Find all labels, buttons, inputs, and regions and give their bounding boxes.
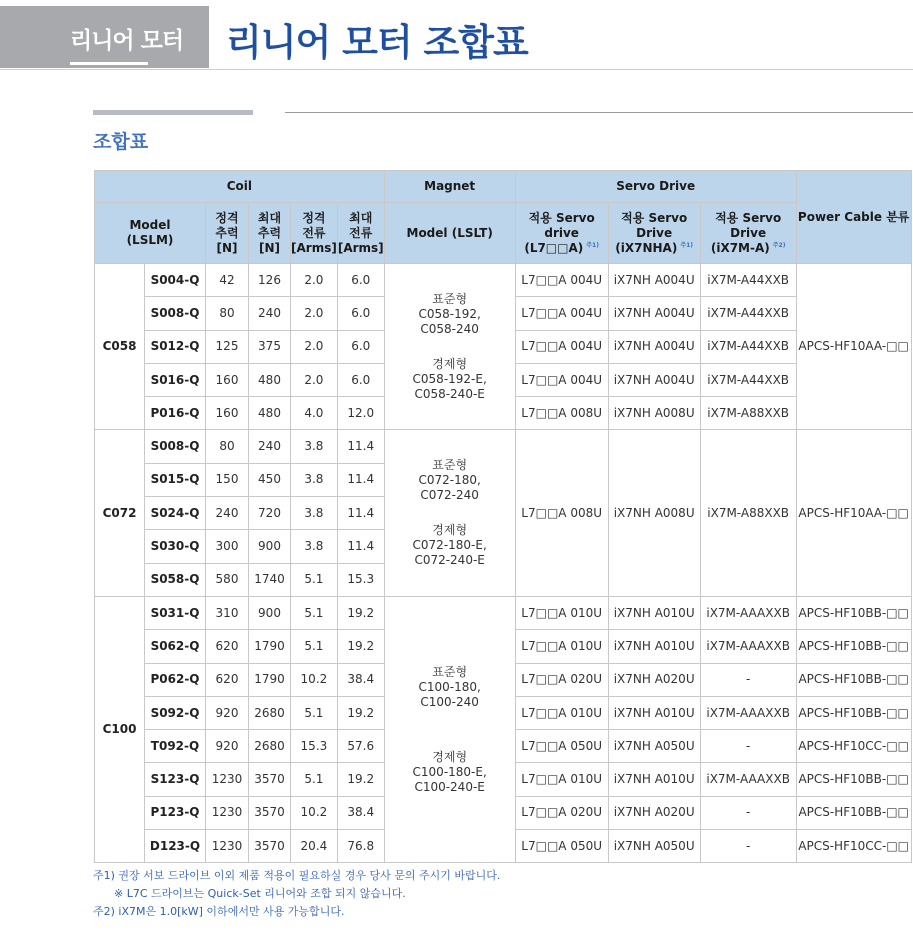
power-cable: APCS-HF10BB-□□ (796, 630, 911, 663)
max-current: 38.4 (337, 663, 384, 696)
drive-l7: L7□□A 008U (515, 430, 608, 596)
drive-l7-label: 적용 Servo drive (L7□□A) (524, 210, 595, 255)
section-title: 조합표 (93, 131, 149, 153)
magnet-line: C072-180, (418, 473, 481, 488)
max-current: 15.3 (337, 563, 384, 596)
coil-model: S058-Q (145, 563, 206, 596)
drive-l7: L7□□A 020U (515, 663, 608, 696)
coil-model: S016-Q (145, 363, 206, 396)
coil-header: Coil (95, 171, 385, 203)
header-divider (0, 69, 913, 70)
section-rule (285, 112, 913, 113)
max-force: 240 (249, 297, 291, 330)
magnet-model-header: Model (LSLT) (384, 203, 515, 264)
max-force: 2680 (249, 730, 291, 763)
max-force: 3570 (249, 763, 291, 796)
drive-ix7nh: iX7NH A010U (608, 596, 700, 629)
magnet-line: 표준형 (432, 291, 468, 306)
max-force: 2680 (249, 696, 291, 729)
footnote-1-sub: ※ L7C 드라이브는 Quick-Set 리니어와 조합 되지 않습니다. (114, 887, 406, 900)
magnet-line: C072-240-E (414, 553, 485, 568)
rated-force: 240 (206, 497, 249, 530)
magnet-line: C058-240-E (414, 386, 485, 401)
max-current: 57.6 (337, 730, 384, 763)
max-force: 1740 (249, 563, 291, 596)
magnet-line (385, 730, 515, 750)
max-current: 19.2 (337, 630, 384, 663)
max-force: 1790 (249, 630, 291, 663)
rated-current: 15.3 (291, 730, 338, 763)
drive-ix7m: iX7M-AAAXXB (700, 596, 796, 629)
power-cable: APCS-HF10AA-□□ (796, 264, 911, 430)
max-force: 720 (249, 497, 291, 530)
magnet-header: Magnet (384, 171, 515, 203)
magnet-line: C072-240 (420, 488, 479, 503)
power-cable: APCS-HF10BB-□□ (796, 696, 911, 729)
rated-current-header: 정격 전류 [Arms] (291, 203, 338, 264)
drive-ix7m: iX7M-AAAXXB (700, 763, 796, 796)
drive-ix7m: - (700, 796, 796, 829)
rated-force: 1230 (206, 796, 249, 829)
coil-model: S008-Q (145, 297, 206, 330)
rated-current: 3.8 (291, 530, 338, 563)
power-cable: APCS-HF10CC-□□ (796, 830, 911, 863)
max-current: 12.0 (337, 397, 384, 430)
max-current: 6.0 (337, 264, 384, 297)
rated-current: 10.2 (291, 796, 338, 829)
max-current: 11.4 (337, 497, 384, 530)
max-force: 1790 (249, 663, 291, 696)
magnet-line: C100-240 (420, 694, 479, 709)
magnet-line: 경제형 (432, 356, 468, 371)
drive-l7-note: 주1) (586, 241, 599, 249)
drive-ix7nh: iX7NH A004U (608, 264, 700, 297)
magnet-line: C100-180-E, (412, 764, 487, 779)
power-cable: APCS-HF10AA-□□ (796, 430, 911, 596)
max-current: 11.4 (337, 530, 384, 563)
drive-l7: L7□□A 020U (515, 796, 608, 829)
drive-ix7nh: iX7NH A008U (608, 430, 700, 596)
drive-ix7m: - (700, 830, 796, 863)
rated-force: 310 (206, 596, 249, 629)
footnote-2: 주2) iX7M은 1.0[kW] 이하에서만 사용 가능합니다. (93, 905, 345, 918)
magnet-line (385, 337, 515, 357)
max-current: 38.4 (337, 796, 384, 829)
drive-l7: L7□□A 004U (515, 297, 608, 330)
section-bar (93, 110, 253, 115)
coil-model: S031-Q (145, 596, 206, 629)
table-body (95, 264, 912, 863)
rated-current: 3.8 (291, 463, 338, 496)
max-current: 11.4 (337, 430, 384, 463)
drive-ix7m: iX7M-AAAXXB (700, 696, 796, 729)
max-current: 19.2 (337, 696, 384, 729)
tag-underline (70, 62, 148, 65)
rated-force-header: 정격 추력 [N] (206, 203, 249, 264)
drive-ix7nh: iX7NH A010U (608, 630, 700, 663)
drive-l7: L7□□A 004U (515, 330, 608, 363)
coil-model: T092-Q (145, 730, 206, 763)
max-force: 480 (249, 363, 291, 396)
max-force: 126 (249, 264, 291, 297)
drive-ix7m-header (700, 203, 796, 264)
coil-model: S030-Q (145, 530, 206, 563)
rated-force: 580 (206, 563, 249, 596)
coil-model: S004-Q (145, 264, 206, 297)
rated-force: 80 (206, 430, 249, 463)
magnet-line: C058-240 (420, 321, 479, 336)
max-force: 900 (249, 530, 291, 563)
drive-l7: L7□□A 008U (515, 397, 608, 430)
drive-ix7m: iX7M-AAAXXB (700, 630, 796, 663)
drive-l7-header (515, 203, 608, 264)
max-current: 19.2 (337, 763, 384, 796)
magnet-line (385, 503, 515, 523)
rated-force: 1230 (206, 830, 249, 863)
coil-model: S012-Q (145, 330, 206, 363)
magnet-model (384, 596, 515, 862)
rated-current: 2.0 (291, 330, 338, 363)
rated-force: 1230 (206, 763, 249, 796)
rated-current: 5.1 (291, 563, 338, 596)
drive-ix7m: iX7M-A44XXB (700, 363, 796, 396)
drive-l7: L7□□A 050U (515, 830, 608, 863)
max-force-header: 최대 추력 [N] (249, 203, 291, 264)
section-tag (0, 6, 209, 68)
max-current: 6.0 (337, 363, 384, 396)
magnet-line: 경제형 (432, 749, 468, 764)
group-name: C058 (95, 264, 145, 430)
drive-ix7nh: iX7NH A010U (608, 696, 700, 729)
rated-force: 160 (206, 363, 249, 396)
group-name: C072 (95, 430, 145, 596)
max-current: 11.4 (337, 463, 384, 496)
drive-ix7nh: iX7NH A020U (608, 796, 700, 829)
drive-ix7nh-label: 적용 Servo Drive (iX7NHA) (615, 210, 688, 255)
coil-model: S092-Q (145, 696, 206, 729)
drive-ix7m: - (700, 663, 796, 696)
rated-force: 42 (206, 264, 249, 297)
drive-ix7m: iX7M-A88XXB (700, 397, 796, 430)
magnet-line: C100-180, (418, 679, 481, 694)
drive-ix7m: - (700, 730, 796, 763)
rated-force: 80 (206, 297, 249, 330)
rated-current: 10.2 (291, 663, 338, 696)
max-current-header: 최대 전류 [Arms] (337, 203, 384, 264)
max-force: 450 (249, 463, 291, 496)
combination-table (94, 170, 912, 863)
coil-model: S024-Q (145, 497, 206, 530)
table-row (95, 264, 912, 297)
rated-current: 20.4 (291, 830, 338, 863)
coil-model: P123-Q (145, 796, 206, 829)
rated-force: 150 (206, 463, 249, 496)
rated-current: 5.1 (291, 630, 338, 663)
coil-model: D123-Q (145, 830, 206, 863)
coil-model: S062-Q (145, 630, 206, 663)
max-current: 6.0 (337, 297, 384, 330)
rated-force: 920 (206, 696, 249, 729)
drive-ix7nh: iX7NH A020U (608, 663, 700, 696)
max-force: 375 (249, 330, 291, 363)
rated-force: 160 (206, 397, 249, 430)
power-cable: APCS-HF10BB-□□ (796, 763, 911, 796)
power-cable: APCS-HF10BB-□□ (796, 663, 911, 696)
group-name: C100 (95, 596, 145, 862)
magnet-line (385, 710, 515, 730)
power-cable: APCS-HF10BB-□□ (796, 796, 911, 829)
drive-l7: L7□□A 004U (515, 264, 608, 297)
table-row (95, 430, 912, 463)
drive-ix7nh: iX7NH A008U (608, 397, 700, 430)
drive-ix7nh: iX7NH A050U (608, 830, 700, 863)
coil-model: P062-Q (145, 663, 206, 696)
drive-ix7m-note: 주2) (772, 241, 786, 249)
footnote-1: 주1) 권장 서보 드라이브 이외 제품 적용이 필요하실 경우 당사 문의 주시기 바랍니다. (93, 869, 501, 882)
rated-current: 3.8 (291, 497, 338, 530)
magnet-line: C058-192, (418, 306, 481, 321)
max-force: 480 (249, 397, 291, 430)
rated-current: 5.1 (291, 696, 338, 729)
max-current: 6.0 (337, 330, 384, 363)
drive-l7: L7□□A 010U (515, 596, 608, 629)
rated-current: 2.0 (291, 297, 338, 330)
magnet-line: C058-192-E, (412, 371, 487, 386)
rated-force: 920 (206, 730, 249, 763)
rated-current: 2.0 (291, 264, 338, 297)
footnotes (93, 867, 500, 921)
max-current: 19.2 (337, 596, 384, 629)
drive-ix7m: iX7M-A44XXB (700, 330, 796, 363)
rated-current: 4.0 (291, 397, 338, 430)
rated-current: 5.1 (291, 763, 338, 796)
drive-ix7nh-note: 주1) (680, 241, 694, 249)
rated-force: 300 (206, 530, 249, 563)
drive-l7: L7□□A 010U (515, 696, 608, 729)
magnet-model (384, 264, 515, 430)
drive-ix7m: iX7M-A44XXB (700, 297, 796, 330)
drive-ix7nh: iX7NH A004U (608, 297, 700, 330)
rated-force: 125 (206, 330, 249, 363)
magnet-line: C072-180-E, (412, 538, 487, 553)
rated-current: 5.1 (291, 596, 338, 629)
drive-l7: L7□□A 050U (515, 730, 608, 763)
magnet-line: 표준형 (432, 664, 468, 679)
magnet-line: C100-240-E (414, 779, 485, 794)
drive-ix7m: iX7M-A44XXB (700, 264, 796, 297)
drive-ix7nh-header (608, 203, 700, 264)
drive-ix7m-label: 적용 Servo Drive (iX7M-A) (710, 210, 782, 255)
drive-l7: L7□□A 004U (515, 363, 608, 396)
magnet-line: 경제형 (432, 523, 468, 538)
drive-ix7nh: iX7NH A004U (608, 330, 700, 363)
rated-force: 620 (206, 663, 249, 696)
max-force: 3570 (249, 830, 291, 863)
drive-ix7nh: iX7NH A004U (608, 363, 700, 396)
rated-force: 620 (206, 630, 249, 663)
rated-current: 3.8 (291, 430, 338, 463)
page-title: 리니어 모터 조합표 (226, 21, 528, 64)
max-force: 900 (249, 596, 291, 629)
drive-l7: L7□□A 010U (515, 630, 608, 663)
magnet-model (384, 430, 515, 596)
servo-drive-header: Servo Drive (515, 171, 796, 203)
coil-model: P016-Q (145, 397, 206, 430)
coil-model: S008-Q (145, 430, 206, 463)
power-cable: APCS-HF10BB-□□ (796, 596, 911, 629)
drive-ix7nh: iX7NH A050U (608, 730, 700, 763)
table-row (95, 596, 912, 629)
drive-l7: L7□□A 010U (515, 763, 608, 796)
max-current: 76.8 (337, 830, 384, 863)
drive-ix7m: iX7M-A88XXB (700, 430, 796, 596)
power-cable-header: Power Cable 분류 (796, 171, 911, 264)
magnet-line: 표준형 (432, 458, 468, 473)
max-force: 240 (249, 430, 291, 463)
drive-ix7nh: iX7NH A010U (608, 763, 700, 796)
coil-model: S123-Q (145, 763, 206, 796)
power-cable: APCS-HF10CC-□□ (796, 730, 911, 763)
model-header: Model (LSLM) (95, 203, 206, 264)
section-tag-label: 리니어 모터 (70, 28, 184, 54)
rated-current: 2.0 (291, 363, 338, 396)
max-force: 3570 (249, 796, 291, 829)
coil-model: S015-Q (145, 463, 206, 496)
